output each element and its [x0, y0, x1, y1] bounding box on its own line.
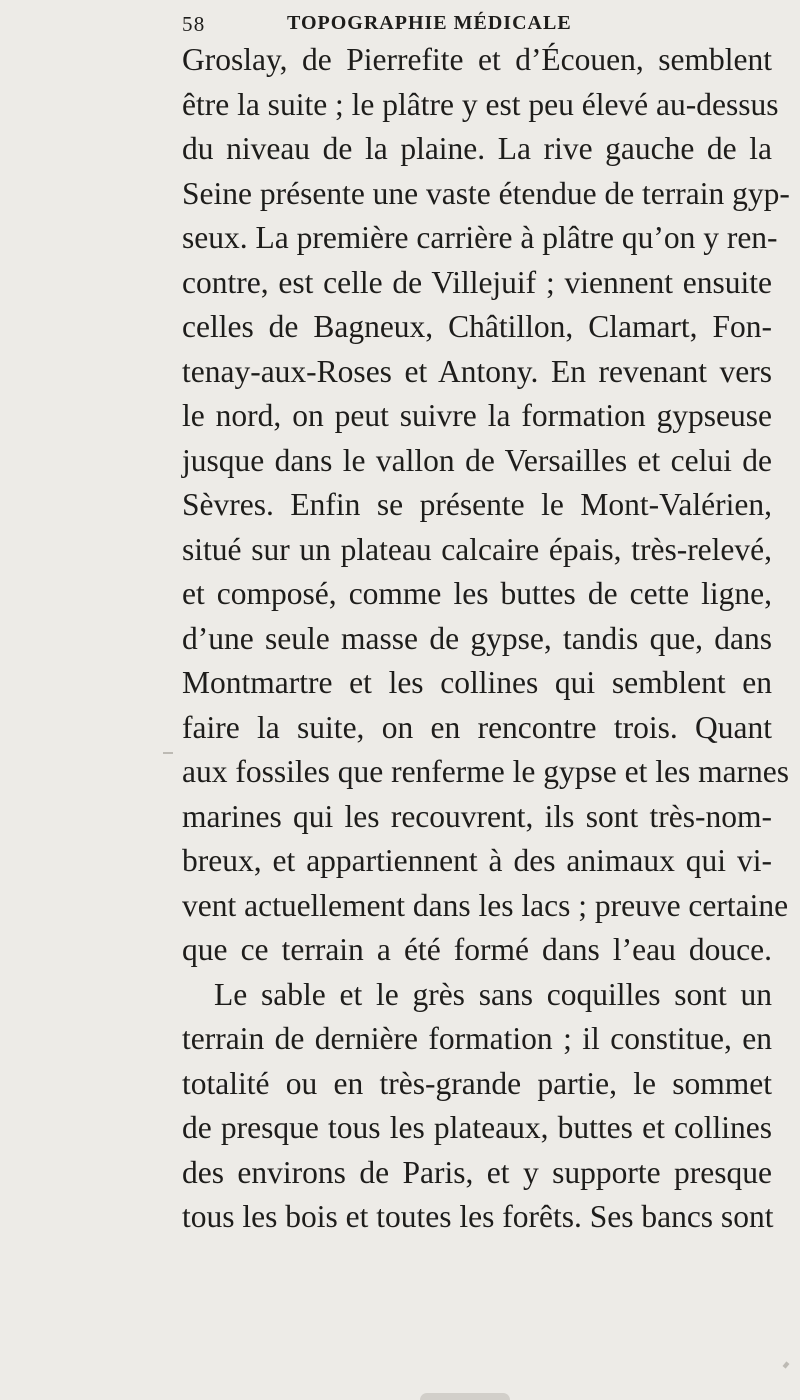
paper-speck [163, 752, 173, 754]
text-line: Le sable et le grès sans coquilles sont un [214, 976, 772, 1012]
text-line: tenay-aux-Roses et Antony. En revenant vers [182, 353, 772, 389]
text-line: du niveau de la plaine. La rive gauche de la [182, 131, 772, 166]
text-line: de presque tous les plateaux, buttes et collines [182, 1110, 772, 1145]
text-line: Sèvres. Enfin se présente le Mont-Valérien, [182, 487, 772, 522]
text-line: des environs de Paris, et y supporte presque [182, 1154, 772, 1190]
text-line: breux, et appartiennent à des animaux qui vi- [182, 843, 772, 878]
text-line: totalité ou en très-grande partie, le sommet [182, 1065, 772, 1101]
text-line: le nord, on peut suivre la formation gypseuse [182, 398, 772, 433]
text-line: et composé, comme les buttes de cette ligne, [182, 576, 772, 611]
text-line: Montmartre et les collines qui semblent en [182, 665, 772, 700]
text-line: faire la suite, on en rencontre trois. Quant [182, 709, 772, 745]
text-line: que ce terrain a été formé dans l’eau douce. [182, 932, 772, 967]
text-line: seux. La première carrière à plâtre qu’on y ren- [182, 220, 778, 255]
text-line: marines qui les recouvrent, ils sont très-nom- [182, 798, 772, 834]
text-line: Groslay, de Pierrefite et d’Écouen, semblent [182, 42, 772, 77]
text-line: situé sur un plateau calcaire épais, très-relevé, [182, 531, 772, 567]
text-line: celles de Bagneux, Châtillon, Clamart, Fon- [182, 309, 772, 344]
text-line: aux fossiles que renferme le gypse et les marnes [182, 754, 790, 789]
page-number: 58 [182, 12, 206, 36]
text-line: être la suite ; le plâtre y est peu élevé au-dessus [182, 86, 779, 122]
text-line: tous les bois et toutes les forêts. Ses bancs sont [182, 1199, 774, 1234]
text-line: d’une seule masse de gypse, tandis que, dans [182, 620, 772, 656]
paper-speck [783, 1361, 790, 1368]
text-line: vent actuellement dans les lacs ; preuve certaine [182, 887, 789, 923]
text-line: terrain de dernière formation ; il constitue, en [182, 1021, 772, 1056]
text-line: Seine présente une vaste étendue de terrain gyp- [182, 175, 790, 211]
paper-speck [420, 1393, 510, 1400]
body-text [182, 38, 790, 1240]
running-head: TOPOGRAPHIE MÉDICALE [287, 12, 572, 34]
text-line: contre, est celle de Villejuif ; viennent ensuite [182, 264, 772, 300]
text-line: jusque dans le vallon de Versailles et celui de [182, 442, 772, 478]
